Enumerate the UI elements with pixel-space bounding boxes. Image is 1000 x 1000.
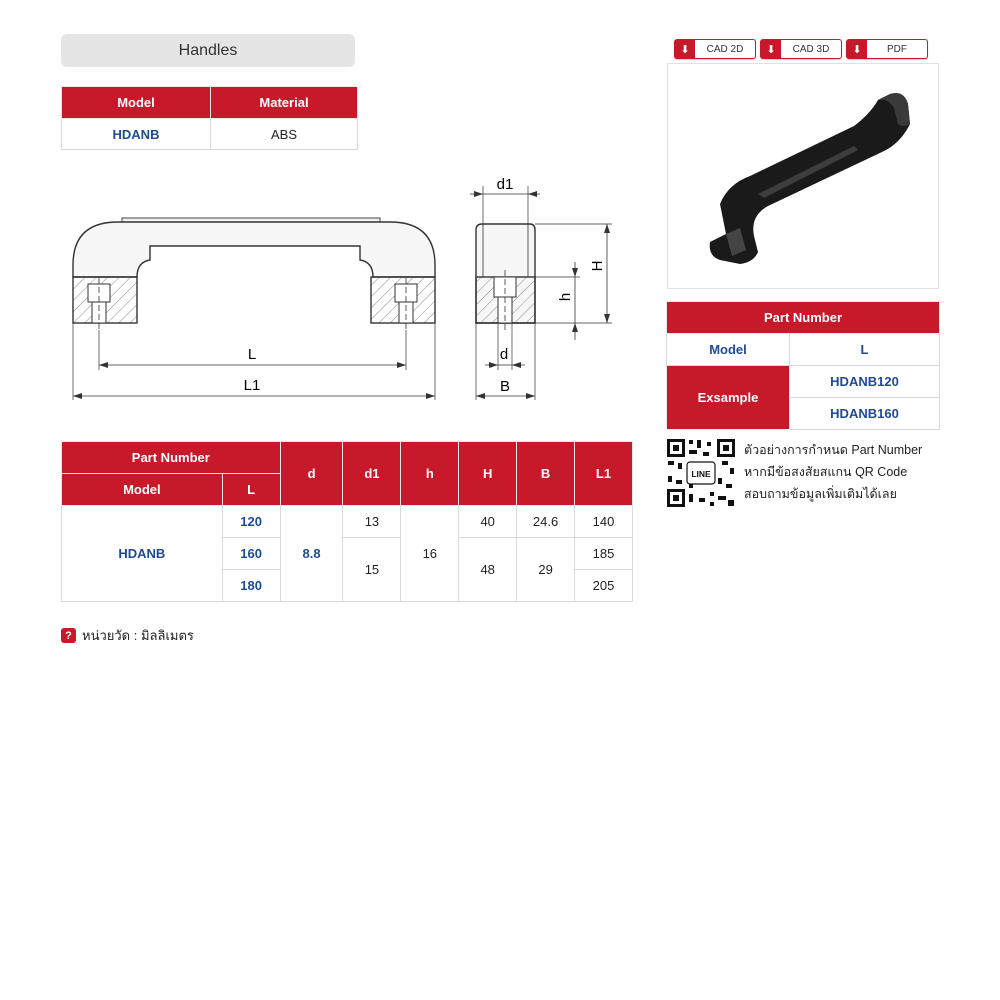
dim-label-L: L — [247, 346, 257, 363]
spec-L1-1: 140 — [575, 506, 633, 538]
example-header-model: Model — [667, 334, 790, 366]
spec-d: 8.8 — [280, 506, 343, 602]
material-table-material: ABS — [211, 119, 358, 150]
download-cad3d-label: CAD 3D — [792, 43, 830, 55]
spec-subheader-model: Model — [62, 474, 223, 506]
spec-d1-1: 13 — [343, 506, 401, 538]
qr-info-line-1: ตัวอย่างการกำหนด Part Number — [744, 443, 923, 457]
example-header-L: L — [790, 334, 940, 366]
spec-H-2: 48 — [459, 538, 517, 602]
page-title-text: Handles — [178, 41, 238, 59]
spec-header-L1: L1 — [575, 442, 633, 506]
spec-L1-3: 205 — [575, 570, 633, 602]
spec-L-180: 180 — [222, 570, 280, 602]
page-title — [61, 34, 355, 67]
technical-drawing — [60, 170, 620, 410]
dim-label-L1: L1 — [243, 377, 261, 394]
handle-image — [668, 64, 938, 288]
material-table-model: HDANB — [62, 119, 211, 150]
qr-line-badge: LINE — [691, 469, 711, 479]
part-number-example-title: Part Number — [667, 302, 940, 334]
part-number-example-table — [666, 301, 940, 430]
download-pdf-button[interactable] — [846, 39, 928, 59]
product-photo — [667, 63, 939, 289]
spec-B-1: 24.6 — [517, 506, 575, 538]
spec-header-B: B — [517, 442, 575, 506]
qr-info-line-2: หากมีข้อสงสัยสแกน QR Code — [744, 465, 908, 479]
download-cad2d-button[interactable] — [674, 39, 756, 59]
spec-header-h: h — [401, 442, 459, 506]
spec-header-d1: d1 — [343, 442, 401, 506]
example-value-2: HDANB160 — [790, 398, 940, 430]
qr-code[interactable] — [666, 438, 736, 508]
spec-d1-2: 15 — [343, 538, 401, 602]
download-icon: ⬇ — [847, 40, 867, 58]
front-view — [73, 218, 435, 400]
spec-L-120: 120 — [222, 506, 280, 538]
spec-B-2: 29 — [517, 538, 575, 602]
download-icon: ⬇ — [761, 40, 781, 58]
dim-label-H: H — [589, 260, 606, 272]
example-value-1: HDANB120 — [790, 366, 940, 398]
spec-L1-2: 185 — [575, 538, 633, 570]
material-table-header-model: Model — [62, 87, 211, 119]
spec-header-H: H — [459, 442, 517, 506]
question-icon: ? — [61, 628, 76, 643]
dim-label-d: d — [499, 346, 509, 363]
example-label: Exsample — [667, 366, 790, 430]
download-icon: ⬇ — [675, 40, 695, 58]
download-cad3d-button[interactable] — [760, 39, 842, 59]
download-cad2d-label: CAD 2D — [706, 43, 744, 55]
spec-header-d: d — [280, 442, 343, 506]
material-table — [61, 86, 358, 150]
spec-h: 16 — [401, 506, 459, 602]
material-table-header-material: Material — [211, 87, 358, 119]
spec-L-160: 160 — [222, 538, 280, 570]
dim-label-d1: d1 — [496, 176, 514, 193]
units-note-text: หน่วยวัด : มิลลิเมตร — [82, 628, 194, 643]
spec-H-1: 40 — [459, 506, 517, 538]
dim-label-h: h — [557, 292, 574, 302]
qr-info-line-3: สอบถามข้อมูลเพิ่มเติมได้เลย — [744, 487, 897, 501]
download-pdf-label: PDF — [887, 43, 907, 55]
spec-header-part-number: Part Number — [62, 442, 281, 474]
side-view — [470, 186, 612, 400]
units-note — [61, 625, 194, 646]
spec-subheader-L: L — [222, 474, 280, 506]
qr-info — [744, 439, 922, 505]
dim-label-B: B — [499, 378, 511, 395]
spec-model: HDANB — [62, 506, 223, 602]
spec-table — [61, 441, 633, 602]
